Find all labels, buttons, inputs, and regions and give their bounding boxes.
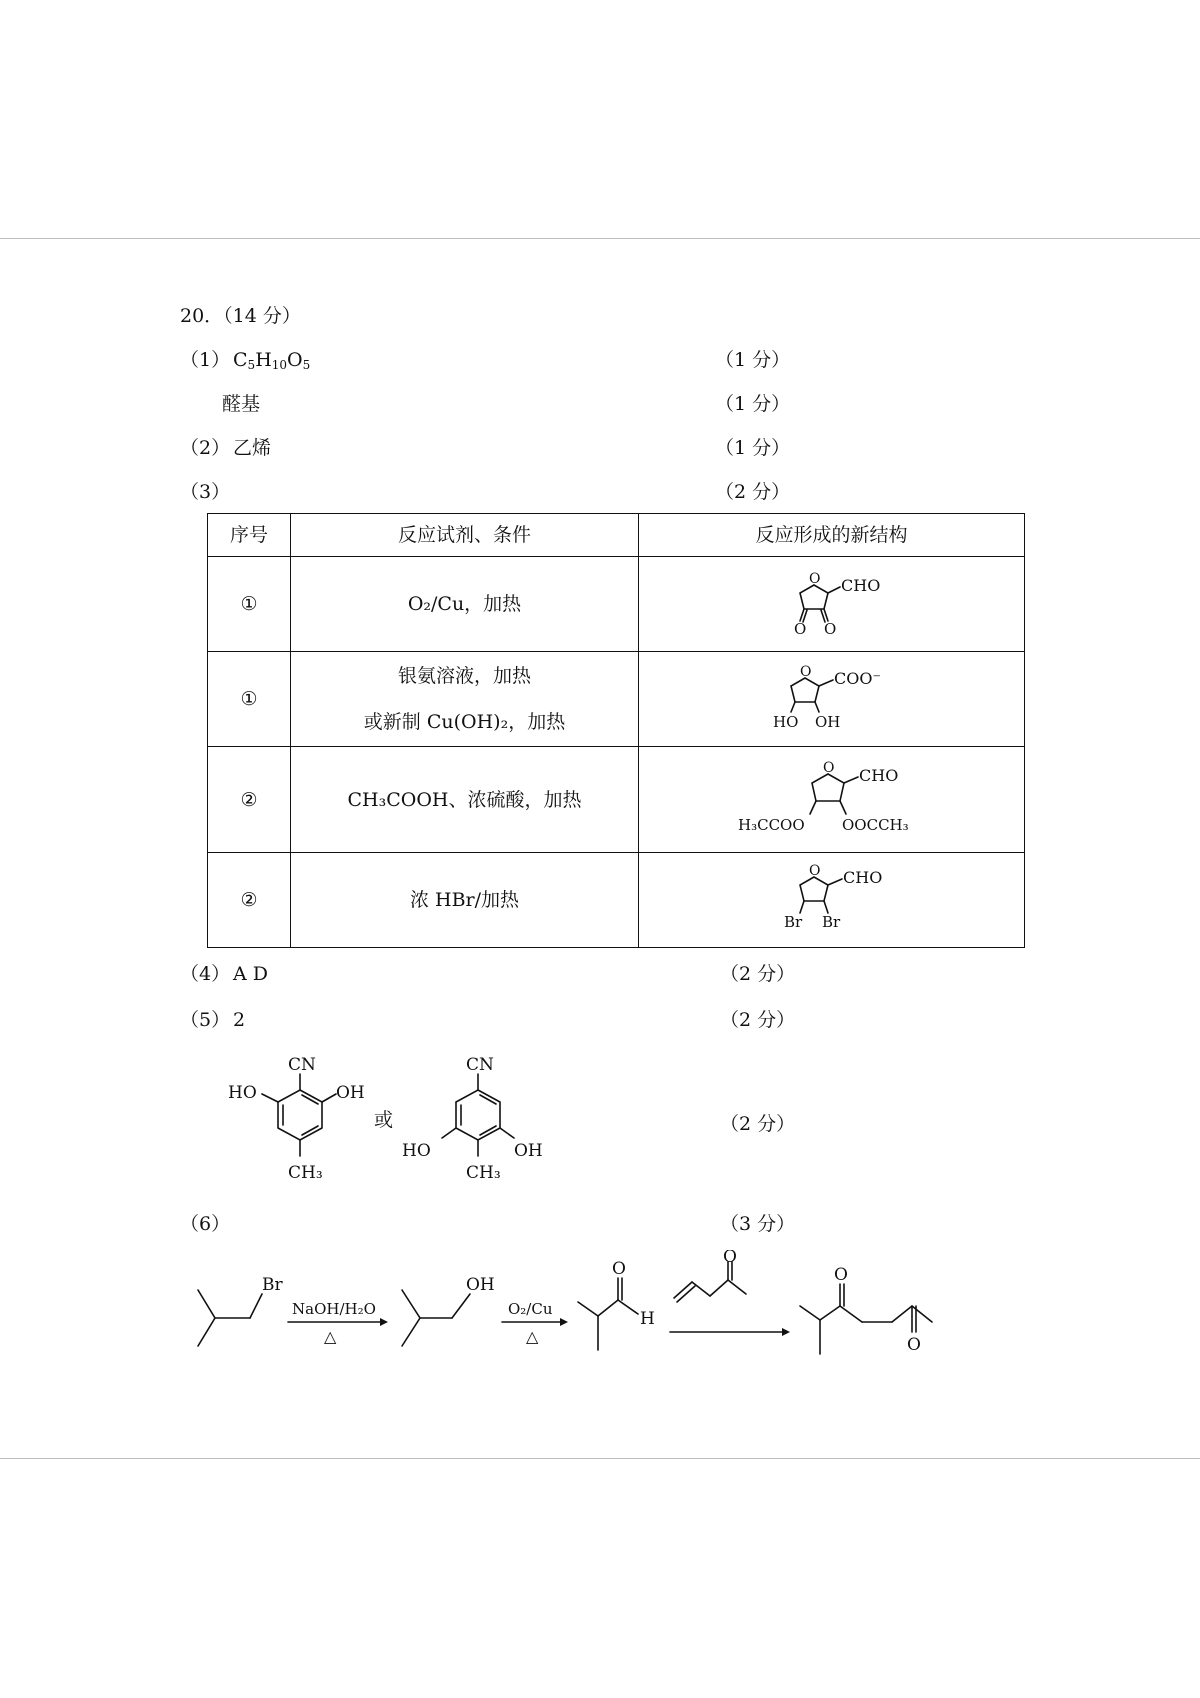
svg-text:△: △ [526, 1327, 539, 1346]
svg-text:CH₃: CH₃ [288, 1163, 323, 1183]
svg-text:HO: HO [402, 1141, 431, 1161]
table-row [208, 747, 1025, 853]
row-number: ② [208, 853, 291, 948]
header-conditions: 反应试剂、条件 [291, 514, 639, 557]
row-number: ① [208, 557, 291, 652]
svg-text:O₂/Cu: O₂/Cu [508, 1300, 553, 1318]
part1-score: （1 分） [715, 349, 791, 371]
diketone-aldehyde-structure [772, 563, 892, 635]
row-conditions: 浓 HBr/加热 [291, 853, 639, 948]
row-conditions: O₂/Cu，加热 [291, 557, 639, 652]
svg-text:H: H [640, 1309, 655, 1329]
svg-text:或: 或 [374, 1109, 394, 1131]
svg-text:O: O [799, 663, 811, 680]
svg-text:O: O [822, 760, 834, 776]
header-no: 序号 [208, 514, 291, 557]
table-header-row [208, 514, 1025, 557]
svg-text:CH₃: CH₃ [466, 1163, 501, 1183]
row-number: ② [208, 747, 291, 853]
top-scan-edge [0, 238, 1200, 239]
svg-text:OH: OH [466, 1275, 495, 1295]
table-row [208, 557, 1025, 652]
part5-label: （5） [180, 1009, 231, 1031]
table-row [208, 652, 1025, 747]
dibromo-structure [762, 855, 902, 935]
svg-text:O: O [808, 570, 820, 587]
svg-text:Br: Br [262, 1275, 283, 1295]
part1-group-score: （1 分） [715, 393, 791, 415]
part5-answer: 2 [233, 1009, 246, 1031]
part5-structures-score: （2 分） [720, 1113, 796, 1135]
diacetate-structure [732, 750, 932, 838]
synthesis-scheme [180, 1250, 1020, 1380]
svg-text:CHO: CHO [840, 575, 880, 595]
row-structure [639, 557, 1025, 652]
svg-text:O: O [907, 1335, 921, 1355]
svg-text:O: O [793, 619, 806, 635]
part5-score: （2 分） [720, 1009, 796, 1031]
svg-text:Br: Br [783, 912, 802, 931]
part6-score: （3 分） [720, 1213, 796, 1235]
row-structure [639, 652, 1025, 747]
table-row [208, 853, 1025, 948]
part1-formula: $C_5H_{10}O_5$ [233, 349, 311, 372]
svg-text:H₃CCOO: H₃CCOO [737, 816, 805, 834]
part6-label: （6） [180, 1213, 231, 1235]
svg-text:HO: HO [228, 1083, 257, 1103]
part5-structures [222, 1050, 572, 1200]
part1-label: （1） [180, 349, 231, 371]
svg-text:CN: CN [288, 1055, 316, 1075]
svg-text:O: O [823, 619, 836, 635]
part2-label: （2） [180, 437, 231, 459]
part3-score: （2 分） [715, 481, 791, 503]
row-number: ① [208, 652, 291, 747]
part4-label: （4） [180, 963, 231, 985]
part1-group: 醛基 [222, 393, 261, 415]
svg-text:HO: HO [772, 712, 798, 731]
svg-text:O: O [723, 1250, 737, 1267]
svg-text:O: O [808, 862, 820, 879]
question-title: 20．（14 分） [180, 305, 301, 327]
svg-text:OH: OH [814, 712, 840, 731]
part2-answer: 乙烯 [233, 437, 272, 459]
svg-text:CN: CN [466, 1055, 494, 1075]
svg-text:Br: Br [821, 912, 840, 931]
part4-answer: A D [233, 963, 268, 985]
svg-text:O: O [612, 1259, 626, 1279]
svg-text:COO⁻: COO⁻ [833, 668, 881, 688]
svg-text:O: O [834, 1265, 848, 1285]
row-conditions: 银氨溶液，加热 或新制 Cu(OH)₂，加热 [291, 652, 639, 747]
header-structure: 反应形成的新结构 [639, 514, 1025, 557]
svg-text:CHO: CHO [842, 867, 882, 887]
carboxylate-structure [757, 656, 907, 732]
svg-text:NaOH/H₂O: NaOH/H₂O [292, 1300, 376, 1318]
row-structure [639, 853, 1025, 948]
part3-label: （3） [180, 481, 231, 503]
bottom-scan-edge [0, 1458, 1200, 1459]
answer-table [207, 513, 1025, 948]
svg-text:OOCCH₃: OOCCH₃ [841, 816, 909, 834]
part4-score: （2 分） [720, 963, 796, 985]
row-conditions: CH₃COOH、浓硫酸，加热 [291, 747, 639, 853]
svg-text:CHO: CHO [858, 766, 898, 785]
svg-text:OH: OH [514, 1141, 543, 1161]
svg-text:△: △ [324, 1327, 337, 1346]
svg-text:OH: OH [336, 1083, 365, 1103]
row-structure [639, 747, 1025, 853]
part2-score: （1 分） [715, 437, 791, 459]
